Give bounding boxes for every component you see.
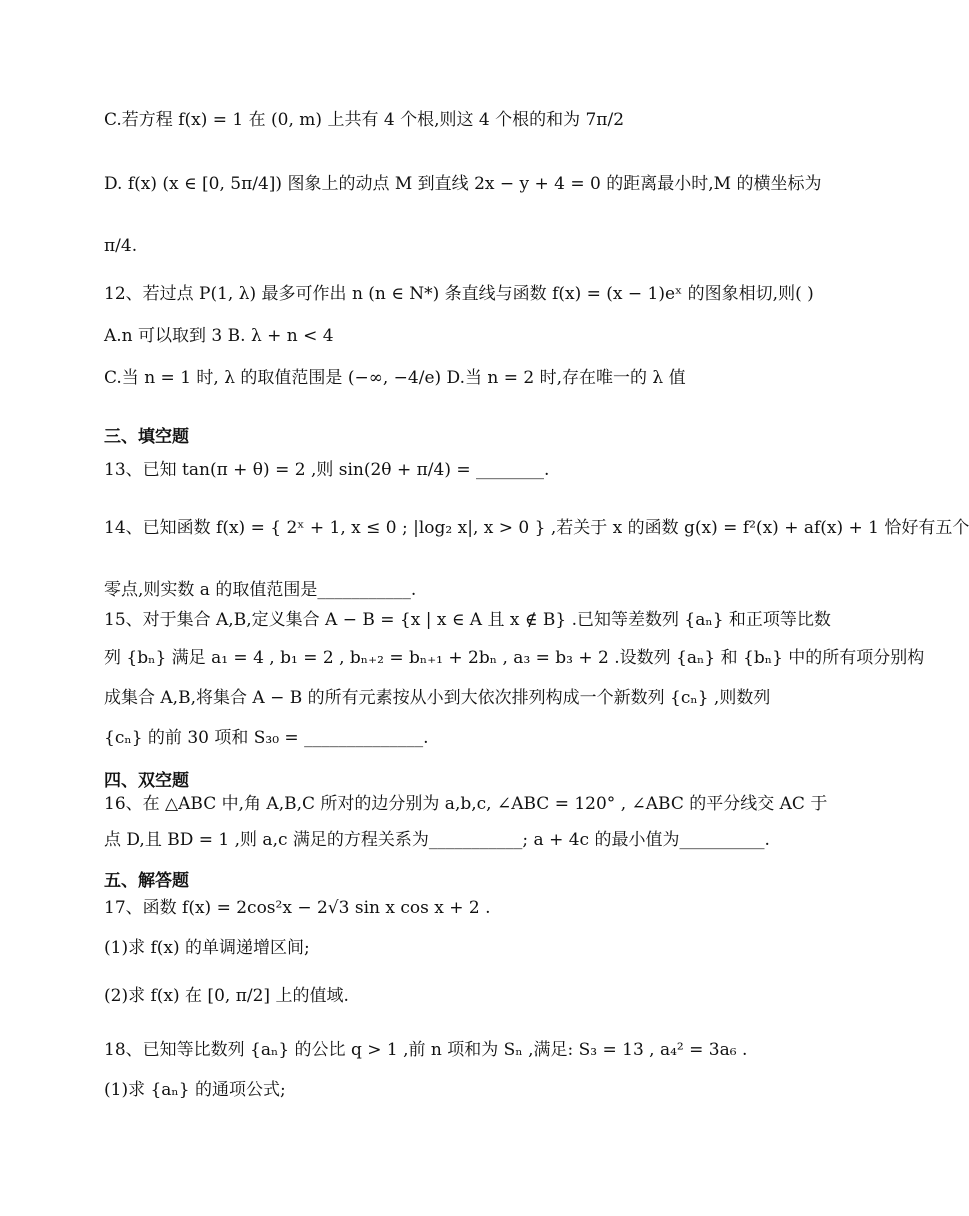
question-13: 13、已知 tan(π + θ) = 2 ,则 sin(2θ + π/4) = ________.: [104, 460, 550, 480]
question-12: 12、若过点 P(1, λ) 最多可作出 n (n ∈ N*) 条直线与函数 f(x) = (x − 1)eˣ 的图象相切,则( ): [104, 284, 814, 304]
question-15-line3: 成集合 A,B,将集合 A − B 的所有元素按从小到大依次排列构成一个新数列 {cₙ} ,则数列: [104, 688, 771, 708]
section-heading-fill-in: 三、填空题: [104, 427, 189, 447]
section-heading-solutions: 五、解答题: [104, 871, 189, 891]
question-16-line2: 点 D,且 BD = 1 ,则 a,c 满足的方程关系为___________; a + 4c 的最小值为__________.: [104, 830, 770, 850]
question-17: 17、函数 f(x) = 2cos²x − 2√3 sin x cos x + 2 .: [104, 898, 491, 918]
section-heading-double-blank: 四、双空题: [104, 771, 189, 791]
question-15: 15、对于集合 A,B,定义集合 A − B = {x | x ∈ A 且 x ∉ B} .已知等差数列 {aₙ} 和正项等比数: [104, 610, 831, 630]
question-16: 16、在 △ABC 中,角 A,B,C 所对的边分别为 a,b,c, ∠ABC = 120° , ∠ABC 的平分线交 AC 于: [104, 794, 828, 814]
q11-option-c: C.若方程 f(x) = 1 在 (0, m) 上共有 4 个根,则这 4 个根的和为 7π/2: [104, 110, 625, 130]
q11-option-d-end: π/4.: [104, 236, 138, 256]
question-18-part1: (1)求 {aₙ} 的通项公式;: [104, 1080, 286, 1100]
q12-options-ab: A.n 可以取到 3 B. λ + n < 4: [104, 326, 334, 346]
q11-option-d: D. f(x) (x ∈ [0, 5π/4]) 图象上的动点 M 到直线 2x − y + 4 = 0 的距离最小时,M 的横坐标为: [104, 174, 822, 194]
q12-options-cd: C.当 n = 1 时, λ 的取值范围是 (−∞, −4/e) D.当 n = 2 时,存在唯一的 λ 值: [104, 368, 686, 388]
question-14: 14、已知函数 f(x) = { 2ˣ + 1, x ≤ 0 ; |log₂ x|, x > 0 } ,若关于 x 的函数 g(x) = f²(x) + af(x) + 1 恰好有五个: [104, 518, 969, 538]
question-18: 18、已知等比数列 {aₙ} 的公比 q > 1 ,前 n 项和为 Sₙ ,满足: S₃ = 13 , a₄² = 3a₆ .: [104, 1040, 748, 1060]
question-17-part2: (2)求 f(x) 在 [0, π/2] 上的值域.: [104, 986, 349, 1006]
question-14-end: 零点,则实数 a 的取值范围是___________.: [104, 580, 417, 600]
question-15-line2: 列 {bₙ} 满足 a₁ = 4 , b₁ = 2 , bₙ₊₂ = bₙ₊₁ + 2bₙ , a₃ = b₃ + 2 .设数列 {aₙ} 和 {bₙ} 中的所有项分别构: [104, 648, 925, 668]
question-15-line4: {cₙ} 的前 30 项和 S₃₀ = ______________.: [104, 728, 429, 748]
question-17-part1: (1)求 f(x) 的单调递增区间;: [104, 938, 310, 958]
